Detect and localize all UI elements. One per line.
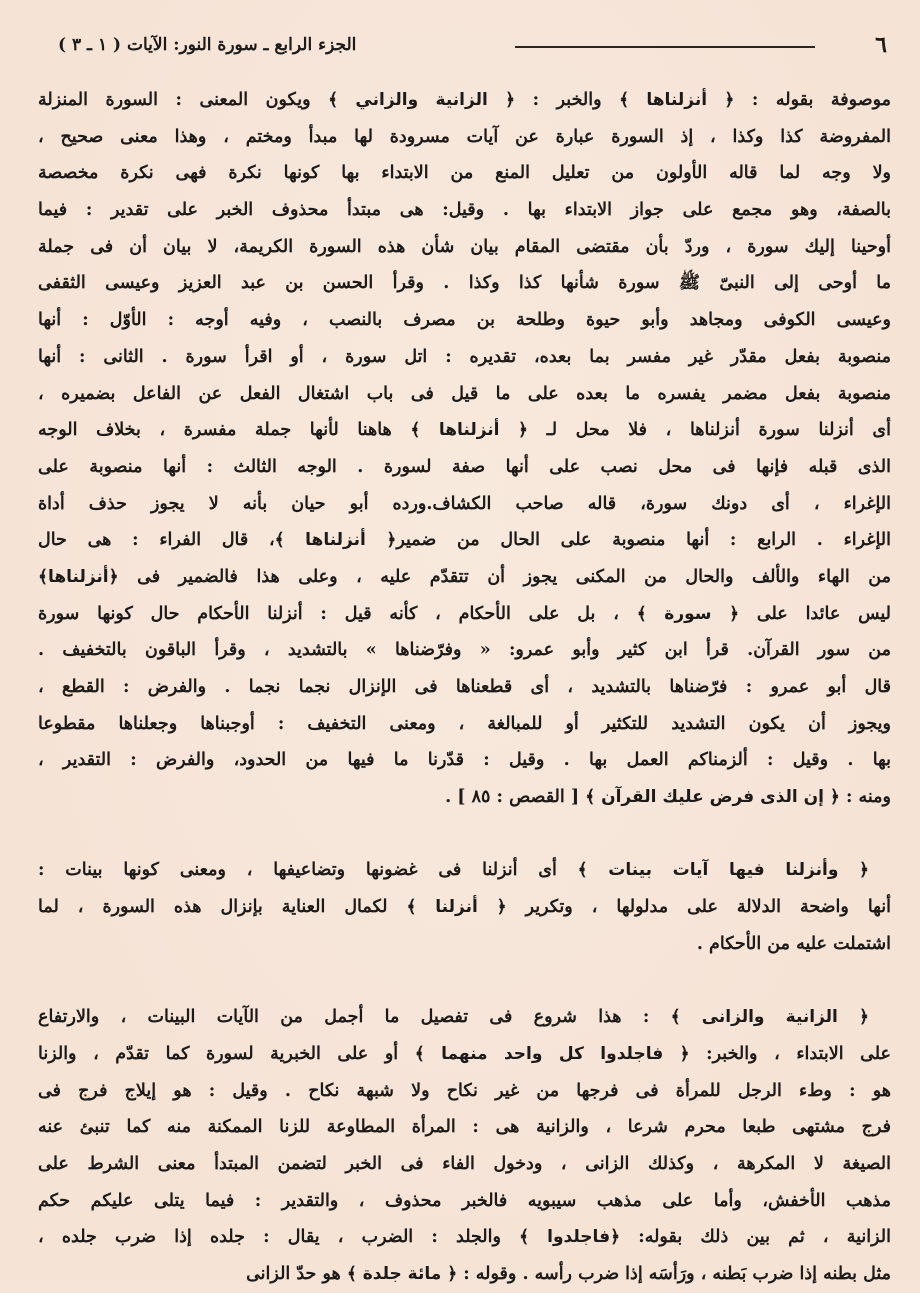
text-segment: بها . وقيل : ألزمناكم العمل بها . وقيل : قدّرنا ما فيها من الحدود، والفرض : التقدير ، <box>38 750 891 771</box>
text-segment: وعيسى الكوفى ومجاهد وأبو حيوة وطلحة بن مصرف بالنصب ، وفيه أوجه : الأوّل : أنها <box>38 310 891 331</box>
quran-quote: ﴿ الزانية والزاني ﴾ <box>328 90 516 110</box>
header-rule <box>515 46 815 48</box>
text-segment: فرج مشتهى طبعا محرم شرعا ، والزانية هى : المرأة المطاوعة للزنا الممكنة منه كما تنبئ عنه <box>38 1117 891 1138</box>
paragraph <box>38 999 891 1293</box>
text-line <box>38 1146 891 1183</box>
text-line <box>38 449 891 486</box>
text-segment: والجلد : الضرب ، يقال : جلده إذا ضرب جلده ، <box>38 1227 520 1248</box>
text-line <box>38 669 891 706</box>
running-title: الجزء الرابع ـ سورة النور: الآيات ( ١ ـ ٣ ) <box>58 35 357 55</box>
text-segment: موصوفة بقوله : <box>734 90 891 110</box>
paragraph <box>38 852 891 962</box>
text-line <box>38 412 891 449</box>
text-segment: أوحينا إليك سورة ، وردّ بأن مقتضى المقام بيان شأن هذه السورة الكريمة، لا بيان أن فى جملة <box>38 236 891 257</box>
text-segment: ما أوحى إلى النبىّ ﷺ سورة شأنها كذا وكذا . وقرأ الحسن بن عبد العزيز وعيسى الثقفى <box>38 273 891 294</box>
text-segment: قال أبو عمرو : فرّضناها بالتشديد ، أى قطعناها فى الإنزال نجما نجما . والفرض : القطع ، <box>38 677 891 697</box>
quran-quote: ﴿ سورة ﴾ <box>636 603 740 624</box>
text-segment: أنها واضحة الدلالة على مدلولها ، وتكرير <box>506 897 891 918</box>
text-line <box>38 339 891 376</box>
text-segment: مثل بطنه إذا ضرب بَطنه ، ورَأسَه إذا ضرب رأسه . وقوله : <box>457 1264 891 1284</box>
text-line <box>38 1109 891 1146</box>
text-segment: الذى قبله فإنها فى محل نصب على أنها صفة لسورة . الوجه الثالث : أنها منصوبة على <box>38 456 891 477</box>
text-segment: أى أنزلنا سورة أنزلناها ، فلا محل لـ <box>527 420 891 441</box>
text-segment: منصوبة بفعل مضمر يفسره ما بعده على ما قيل فى باب اشتغال الفعل عن الفاعل بضميره ، <box>38 383 891 404</box>
text-line <box>38 559 891 596</box>
text-line <box>38 926 891 963</box>
text-segment: [ القصص : ٨٥ ] . <box>445 787 586 808</box>
text-segment: بالصفة، وهو مجمع على جواز الابتداء بها . وقيل: هى مبتدأ محذوف الخبر على تقدير : فيما <box>38 200 891 221</box>
text-line <box>38 265 891 302</box>
text-line <box>38 1183 891 1220</box>
text-segment: أو على الخبرية لسورة كما تقدّم ، والزنا <box>38 1043 415 1064</box>
text-line <box>38 229 891 266</box>
text-segment: ويكون المعنى : السورة المنزلة <box>38 90 329 110</box>
text-segment: مذهب الأخفش، وأما على مذهب سيبويه فالخبر محذوف ، والتقدير : فيما يتلى عليكم حكم <box>38 1190 891 1211</box>
text-segment: المفروضة كذا وكذا ، إذ السورة عبارة عن آيات مسرودة لها مبدأ ومختم ، وهذا معنى صحيح ، <box>38 126 891 147</box>
text-line <box>38 889 891 926</box>
text-segment: ويجوز أن يكون التشديد للتكثير أو للمبالغة ، ومعنى التخفيف : أوجبناها وجعلناها مقطوعا <box>38 713 891 734</box>
text-line <box>38 192 891 229</box>
text-segment: لكمال العناية بإنزال هذه السورة ، لما <box>38 897 407 918</box>
quran-quote: ﴿ فاجلدوا كل واحد منهما ﴾ <box>414 1043 690 1064</box>
paragraph-gap <box>38 816 891 853</box>
text-segment: : هذا شروع فى تفصيل ما أجمل من الآيات البينات ، والارتفاع <box>38 1007 671 1028</box>
text-segment: هو : وطء الرجل للمرأة فى فرجها من غير نكاح ولا شبهة نكاح . وقيل : هو إيلاج فرج فى <box>38 1080 891 1101</box>
text-segment: والخبر : <box>515 90 620 110</box>
text-segment: الإغراء ، أى دونك سورة، قاله صاحب الكشاف.ورده أبو حيان بأنه لا يجوز حذف أداة <box>38 493 891 514</box>
text-line <box>38 155 891 192</box>
text-line <box>38 1036 891 1073</box>
text-segment: ، قال الفراء : هى حال <box>38 530 275 551</box>
text-line <box>38 376 891 413</box>
text-line <box>38 852 891 889</box>
text-line <box>38 1073 891 1110</box>
text-segment: من الهاء والألف والحال من المكنى يجوز أن تتقدّم عليه ، وعلى هذا فالضمير فى <box>118 566 891 587</box>
text-segment: ، بل على الأحكام ، كأنه قيل : أنزلنا الأحكام حال كونها سورة <box>38 603 637 624</box>
quran-quote: ﴿ أنزلناها ﴾ <box>274 530 397 551</box>
text-segment: من سور القرآن. قرأ ابن كثير وأبو عمرو: « وفرّضناها » بالتشديد ، وقرأ الباقون بالتخفيف . <box>38 640 891 661</box>
body-text <box>38 82 891 1293</box>
text-line <box>38 706 891 743</box>
text-segment: ليس عائدا على <box>739 603 891 624</box>
text-line <box>38 596 891 633</box>
text-segment: الزانية ، ثم بين ذلك بقوله: <box>620 1227 891 1248</box>
text-segment: ومنه : <box>839 787 891 808</box>
paragraph <box>38 82 891 816</box>
text-line <box>38 632 891 669</box>
quran-quote: ﴿ مائة جلدة ﴾ <box>346 1264 458 1284</box>
quran-quote: ﴿ أنزلناها ﴾ <box>410 420 528 441</box>
text-line <box>38 302 891 339</box>
quran-quote: ﴿أنزلناها﴾ <box>38 566 119 587</box>
quran-quote: ﴿ أنزلنا ﴾ <box>406 897 507 918</box>
text-segment: هاهنا لأنها جملة مفسرة ، بخلاف الوجه <box>38 420 411 441</box>
page-header <box>40 28 895 62</box>
quran-quote: ﴿فاجلدوا ﴾ <box>519 1227 621 1248</box>
text-line <box>38 779 891 816</box>
quran-quote: ﴿ وأنزلنا فيها آيات بينات ﴾ <box>577 860 869 881</box>
text-segment: اشتملت عليه من الأحكام . <box>696 933 891 954</box>
text-line <box>38 1256 891 1293</box>
text-segment: ولا وجه لما قاله الأولون من تعليل المنع من الابتداء بها كونها نكرة فهى نكرة مخصصة <box>38 163 891 184</box>
text-segment: الإغراء . الرابع : أنها منصوبة على الحال من ضمير <box>396 530 891 551</box>
quran-quote: ﴿ أنزلناها ﴾ <box>619 90 735 110</box>
quran-quote: ﴿ إن الذى فرض عليك القرآن ﴾ <box>585 787 840 808</box>
page-number: ٦ <box>875 32 887 58</box>
text-segment: منصوبة بفعل مقدّر غير مفسر بما بعده، تقديره : اتل سورة ، أو اقرأ سورة . الثانى : أنها <box>38 346 891 367</box>
text-line <box>38 82 891 119</box>
text-line <box>38 119 891 156</box>
text-line <box>38 522 891 559</box>
text-segment: هو حدّ الزانى <box>246 1264 347 1284</box>
text-segment: الصيغة لا المكرهة ، وكذلك الزانى ، ودخول الفاء فى الخبر لتضمن المبتدأ معنى الشرط على <box>38 1153 891 1174</box>
text-line <box>38 486 891 523</box>
quran-quote: ﴿ الزانية والزانى ﴾ <box>670 1007 869 1028</box>
text-line <box>38 742 891 779</box>
text-line <box>38 999 891 1036</box>
text-line <box>38 1219 891 1256</box>
text-segment: أى أنزلنا فى غضونها وتضاعيفها ، ومعنى كونها بينات : <box>38 860 578 881</box>
paragraph-gap <box>38 963 891 1000</box>
text-segment: على الابتداء ، والخبر: <box>689 1043 891 1064</box>
